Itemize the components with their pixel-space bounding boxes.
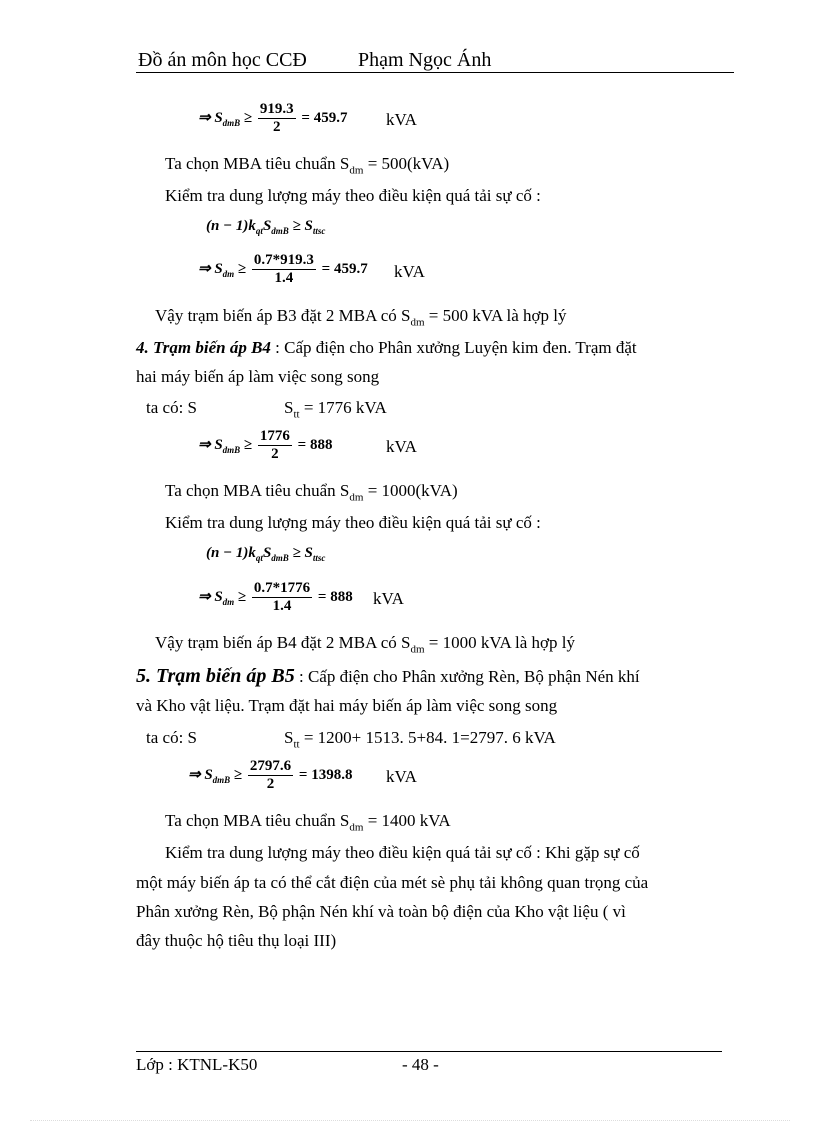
text-chon-mba-b5: Ta chọn MBA tiêu chuẩn $S_{dm} = 1400$ kVA [165,811,451,834]
formula-condition-b4: $(n - 1)k_{qt}S_{dmB} \ge S_{ttsc}$ [206,545,326,563]
text-taco-b5: ta có: S [146,728,197,747]
para-b5-line1: Kiểm tra dung lượng máy theo điều kiện quá tải sự cố : Khi gặp sự cố [165,843,640,862]
unit-kva: kVA [373,589,404,608]
para-b5-line2: một máy biến áp ta có thể cắt điện của mét sè phụ tải không quan trọng của [136,873,649,892]
header-rule [136,72,734,73]
header-course: Đồ án môn học CCĐ [138,49,307,71]
unit-kva: kVA [386,767,417,786]
section-b5-line1: 5. Trạm biến áp B5 : Cấp điện cho Phân xưởng Rèn, Bộ phận Nén khí [136,665,640,687]
section-b4-line1: 4. Trạm biến áp B4 : Cấp điện cho Phân xưởng Luyện kim đen. Trạm đặt [136,338,637,357]
para-b5-line3: Phân xưởng Rèn, Bộ phận Nén khí và toàn bộ điện của Kho vật liệu ( vì [136,902,626,921]
text-kiem-tra-b4: Kiểm tra dung lượng máy theo điều kiện quá tải sự cố : [165,513,541,532]
text-chon-mba-b3: Ta chọn MBA tiêu chuẩn $S_{dm} = 500(kVA)$ [165,154,450,177]
text-taco-b4: ta có: S [146,398,197,417]
formula-sdmb-b3: ⇒ $S_{dmB}$ ≥ $\frac{919.3}{2}$ = 459.7 [198,101,348,135]
text-kiem-tra-b3: Kiểm tra dung lượng máy theo điều kiện quá tải sự cố : [165,186,541,205]
para-b5-line4: đây thuộc hộ tiêu thụ loại III) [136,931,337,950]
page-bottom-border [30,1120,790,1121]
section-b4-title: 4. Trạm biến áp B4 [136,338,271,357]
text-stt-b4: $S_{tt} = 1776$ kVA [284,398,387,421]
formula-sdm-b3: ⇒ $S_{dm}$ ≥ $\frac{0.7*919.3}{1.4}$ = 459.7 [198,252,368,286]
section-b4-line2: hai máy biến áp làm việc song song [136,367,380,386]
formula-sdm-b4: ⇒ $S_{dm}$ ≥ $\frac{0.7*1776}{1.4}$ = 888 [198,580,353,614]
text-ket-luan-b3: Vậy trạm biến áp B3 đặt 2 MBA có $S_{dm} = 500$ kVA là hợp lý [155,306,567,329]
section-b5-line2: và Kho vật liệu. Trạm đặt hai máy biến áp làm việc song song [136,696,558,715]
formula-sdmb-b5: ⇒ $S_{dmB}$ ≥ $\frac{2797.6}{2}$ = 1398.8 [188,758,353,792]
formula-sdmb-b4: ⇒ $S_{dmB}$ ≥ $\frac{1776}{2}$ = 888 [198,428,333,462]
text-ket-luan-b4: Vậy trạm biến áp B4 đặt 2 MBA có $S_{dm} = 1000$ kVA là hợp lý [155,633,576,656]
unit-kva: kVA [386,437,417,456]
section-b5-title: 5. Trạm biến áp B5 [136,665,295,687]
unit-kva: kVA [386,110,417,129]
text-stt-b5: $S_{tt} = 1200+ 1513$. 5+84. 1=2797. 6 kVA [284,728,556,751]
footer-rule [136,1051,722,1052]
footer-class: Lớp : KTNL-K50 [136,1055,258,1074]
formula-condition-b3: $(n - 1)k_{qt}S_{dmB} \ge S_{ttsc}$ [206,218,326,236]
unit-kva: kVA [394,262,425,281]
page-number: - 48 - [402,1055,439,1074]
text-chon-mba-b4: Ta chọn MBA tiêu chuẩn $S_{dm} = 1000(kVA)$ [165,481,458,504]
header-author: Phạm Ngọc Ánh [358,49,492,71]
